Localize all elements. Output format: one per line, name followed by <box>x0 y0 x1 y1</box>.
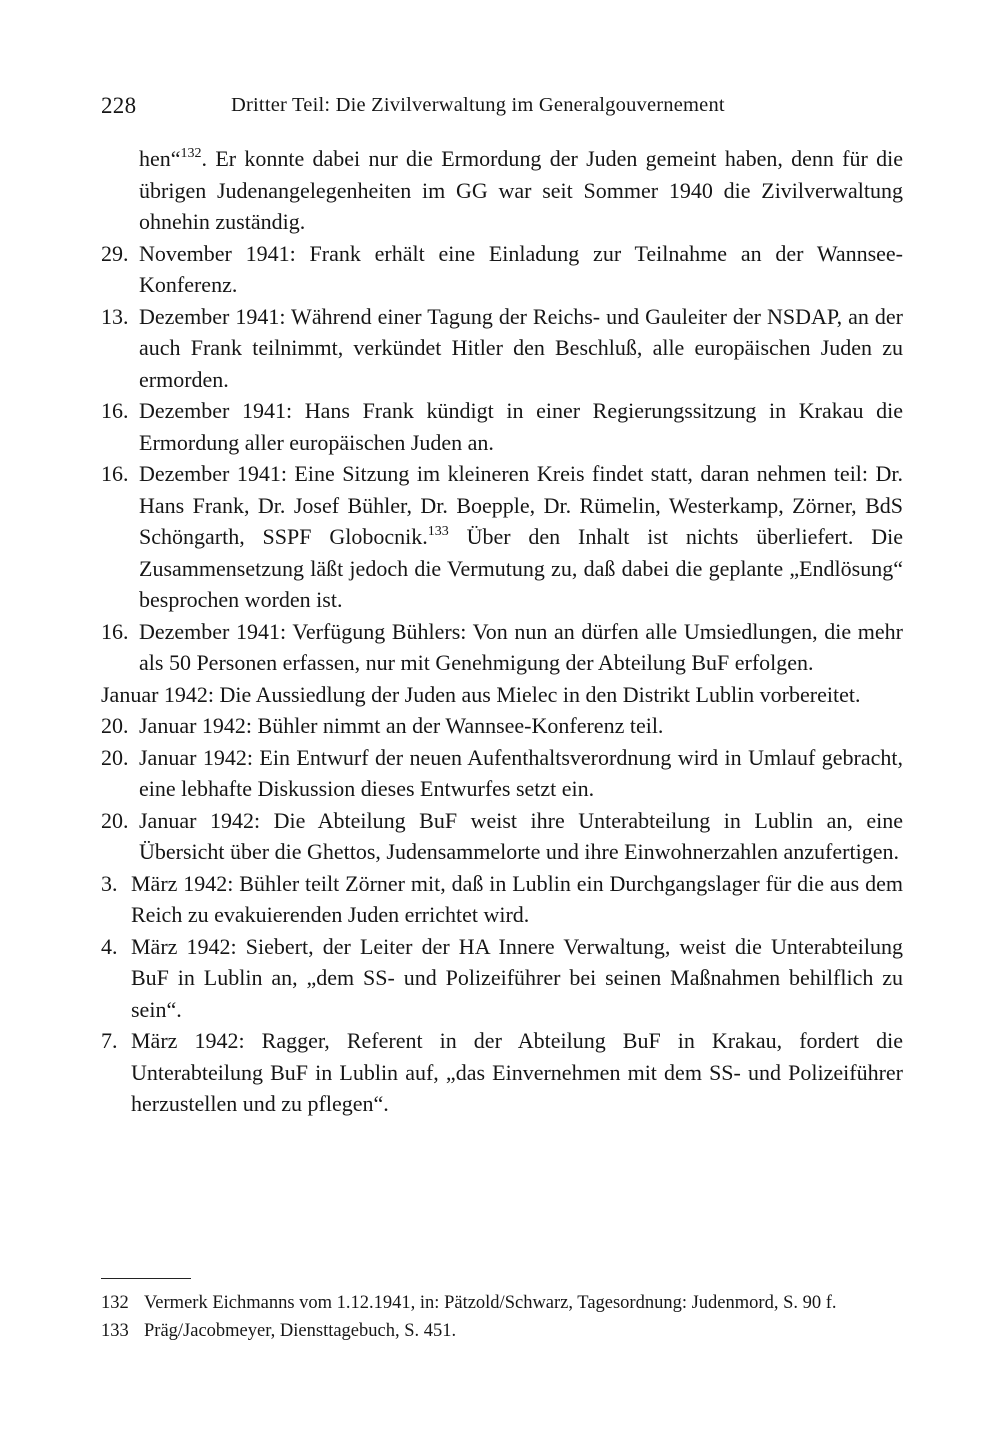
footnote-132 <box>101 1289 903 1317</box>
entry-text: Dezember 1941: Eine Sitzung im kleineren Kreis findet statt, daran nehmen teil: Dr. Hans Frank, Dr. Josef Bühler, Dr. Boepple, Dr. Rümelin, Westerkamp, Zörner, BdS Schöngarth, SSPF Globocnik. <box>139 461 903 549</box>
entry-day: 16. <box>101 398 129 423</box>
entry-day: 20. <box>101 713 129 738</box>
page-header <box>101 93 901 123</box>
chronology-entry <box>101 1025 903 1120</box>
paragraph-text: . Er konnte dabei nur die Ermordung der Juden gemeint haben, denn für die übrigen Judenangelegenheiten im GG war seit Sommer 1940 die Zivilverwaltung ohnehin zuständig. <box>139 146 903 234</box>
entry-text: Januar 1942: Bühler nimmt an der Wannsee-Konferenz teil. <box>139 713 664 738</box>
entry-text: Januar 1942: Ein Entwurf der neuen Aufenthaltsverordnung wird in Umlauf gebracht, eine lebhafte Diskussion dieses Entwurfes setzt ein. <box>139 744 903 801</box>
entry-day: 4. <box>101 933 118 959</box>
entry-text: März 1942: Ragger, Referent in der Abteilung BuF in Krakau, fordert die Unterabteilung BuF in Lublin auf, „das Einvernehmen mit dem SS- und Polizeiführer herzustellen und zu pflegen“. <box>131 1028 903 1116</box>
entry-text: März 1942: Bühler teilt Zörner mit, daß in Lublin ein Durchgangslager für die aus dem Reich zu evakuierenden Juden errichtet wird. <box>131 870 903 927</box>
entry-day: 20. <box>101 744 129 770</box>
entry-text: Dezember 1941: Verfügung Bühlers: Von nun an dürfen alle Umsiedlungen, die mehr als 50 Personen erfassen, nur mit Genehmigung der Abteilung BuF erfolgen. <box>139 618 903 675</box>
entry-day: 7. <box>101 1028 118 1053</box>
entry-text: Januar 1942: Die Aussiedlung der Juden aus Mielec in den Distrikt Lublin vorbereitet. <box>101 681 861 707</box>
paragraph-continuation <box>101 143 903 238</box>
chronology-entry <box>101 238 903 301</box>
entry-day: 3. <box>101 870 118 896</box>
entry-day: 13. <box>101 303 129 329</box>
footnote-divider <box>101 1278 191 1279</box>
entry-day: 16. <box>101 461 129 486</box>
footnote-number: 132 <box>101 1293 129 1313</box>
entry-day: 16. <box>101 618 129 644</box>
entry-text: Dezember 1941: Hans Frank kündigt in einer Regierungssitzung in Krakau die Ermordung aller europäischen Juden an. <box>139 398 903 455</box>
footnote-ref-133[interactable]: 133 <box>427 524 449 539</box>
footnote-133 <box>101 1317 903 1345</box>
running-title: Dritter Teil: Die Zivilverwaltung im Generalgouvernement <box>231 94 725 116</box>
chronology-entry <box>101 805 903 868</box>
entry-day: 20. <box>101 807 129 833</box>
chronology-entry <box>101 868 903 931</box>
chronology-entry <box>101 301 903 396</box>
footnote-ref-132[interactable]: 132 <box>180 146 202 161</box>
entry-text: Über den Inhalt ist nichts überliefert. Die Zusammensetzung läßt jedoch die Vermutung zu, daß dabei die geplante „Endlösung“ besprochen worden ist. <box>139 524 903 612</box>
footnote-text: Vermerk Eichmanns vom 1.12.1941, in: Pätzold/Schwarz, Tagesordnung: Judenmord, S. 90 f. <box>144 1293 837 1313</box>
footnote-text: Präg/Jacobmeyer, Diensttagebuch, S. 451. <box>144 1321 457 1341</box>
chronology-entry <box>101 616 903 679</box>
chronology-entry <box>101 458 903 616</box>
chronology-text <box>101 143 903 1120</box>
chronology-entry <box>101 742 903 805</box>
footnotes <box>101 1289 903 1345</box>
entry-day: 29. <box>101 240 129 266</box>
footnote-number: 133 <box>101 1321 129 1341</box>
entry-text: März 1942: Siebert, der Leiter der HA Innere Verwaltung, weist die Unterabteilung BuF in Lublin an, „dem SS- und Polizeiführer bei seinen Maßnahmen behilflich zu sein“. <box>131 933 903 1022</box>
paragraph-text: hen“ <box>139 146 181 171</box>
chronology-entry <box>101 931 903 1026</box>
chronology-entry <box>101 679 903 711</box>
entry-text: Januar 1942: Die Abteilung BuF weist ihre Unterabteilung in Lublin an, eine Übersicht über die Ghettos, Judensammelorte und ihre Einwohnerzahlen anzufertigen. <box>139 807 903 864</box>
page-number: 228 <box>101 93 137 118</box>
chronology-entry <box>101 395 903 458</box>
chronology-entry <box>101 710 903 742</box>
entry-text: Dezember 1941: Während einer Tagung der Reichs- und Gauleiter der NSDAP, an der auch Frank teilnimmt, verkündet Hitler den Beschluß, alle europäischen Juden zu ermorden. <box>139 303 903 392</box>
entry-text: November 1941: Frank erhält eine Einladung zur Teilnahme an der Wannsee-Konferenz. <box>139 240 903 297</box>
